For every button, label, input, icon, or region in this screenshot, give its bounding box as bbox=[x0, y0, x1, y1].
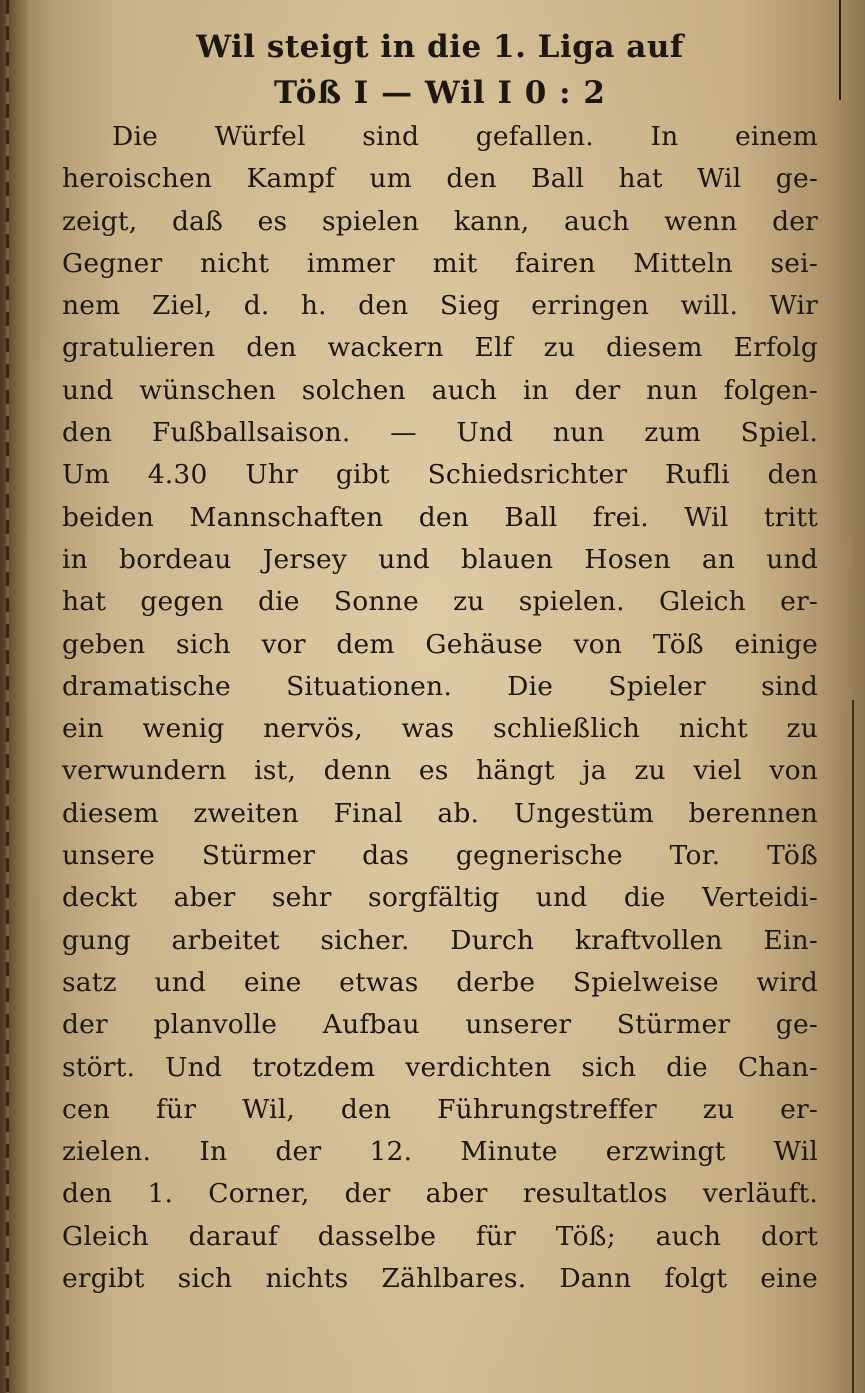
body-line: nem Ziel, d. h. den Sieg erringen will. Wir bbox=[62, 290, 818, 322]
body-line: ein wenig nervös, was schließlich nicht zu bbox=[62, 713, 818, 745]
body-line: diesem zweiten Final ab. Ungestüm berennen bbox=[62, 797, 818, 829]
page-binding-edge bbox=[0, 0, 28, 1393]
column-rule bbox=[839, 0, 841, 100]
body-line: in bordeau Jersey und blauen Hosen an und bbox=[62, 543, 818, 575]
body-line: Gegner nicht immer mit fairen Mitteln sei- bbox=[62, 247, 818, 279]
body-line: beiden Mannschaften den Ball frei. Wil tritt bbox=[62, 501, 818, 533]
body-line: stört. Und trotzdem verdichten sich die Chan- bbox=[62, 1051, 818, 1083]
article-body bbox=[62, 116, 818, 1300]
body-line: der planvolle Aufbau unserer Stürmer ge- bbox=[62, 1009, 818, 1041]
body-line: gratulieren den wackern Elf zu diesem Erfolg bbox=[62, 332, 818, 364]
body-line: Um 4.30 Uhr gibt Schiedsrichter Rufli den bbox=[62, 459, 818, 491]
body-line: satz und eine etwas derbe Spielweise wird bbox=[62, 966, 818, 998]
body-line: Gleich darauf dasselbe für Töß; auch dort bbox=[62, 1220, 818, 1252]
body-line: den 1. Corner, der aber resultatlos verläuft. bbox=[62, 1178, 818, 1210]
headline: Wil steigt in die 1. Liga auf bbox=[196, 29, 684, 65]
body-line: Die Würfel sind gefallen. In einem bbox=[112, 121, 818, 152]
body-line: ergibt sich nichts Zählbares. Dann folgt eine bbox=[62, 1263, 818, 1295]
body-line: hat gegen die Sonne zu spielen. Gleich er- bbox=[62, 586, 818, 618]
body-line: geben sich vor dem Gehäuse von Töß einige bbox=[62, 628, 818, 660]
body-line: zielen. In der 12. Minute erzwingt Wil bbox=[62, 1136, 818, 1168]
body-line: den Fußballsaison. — Und nun zum Spiel. bbox=[62, 417, 818, 449]
body-line: verwundern ist, denn es hängt ja zu viel von bbox=[62, 755, 818, 787]
body-line: zeigt, daß es spielen kann, auch wenn der bbox=[62, 205, 818, 237]
body-line: heroischen Kampf um den Ball hat Wil ge- bbox=[62, 163, 818, 195]
match-score: Töß I — Wil I 0 : 2 bbox=[274, 75, 606, 111]
body-line: und wünschen solchen auch in der nun folgen- bbox=[62, 374, 818, 406]
body-line: cen für Wil, den Führungstreffer zu er- bbox=[62, 1093, 818, 1125]
body-line: dramatische Situationen. Die Spieler sind bbox=[62, 670, 818, 702]
body-line: deckt aber sehr sorgfältig und die Verteidi- bbox=[62, 882, 818, 914]
body-line: unsere Stürmer das gegnerische Tor. Töß bbox=[62, 840, 818, 872]
column-rule-lower bbox=[852, 700, 854, 1393]
body-line: gung arbeitet sicher. Durch kraftvollen Ein- bbox=[62, 924, 818, 956]
article bbox=[62, 22, 818, 1300]
